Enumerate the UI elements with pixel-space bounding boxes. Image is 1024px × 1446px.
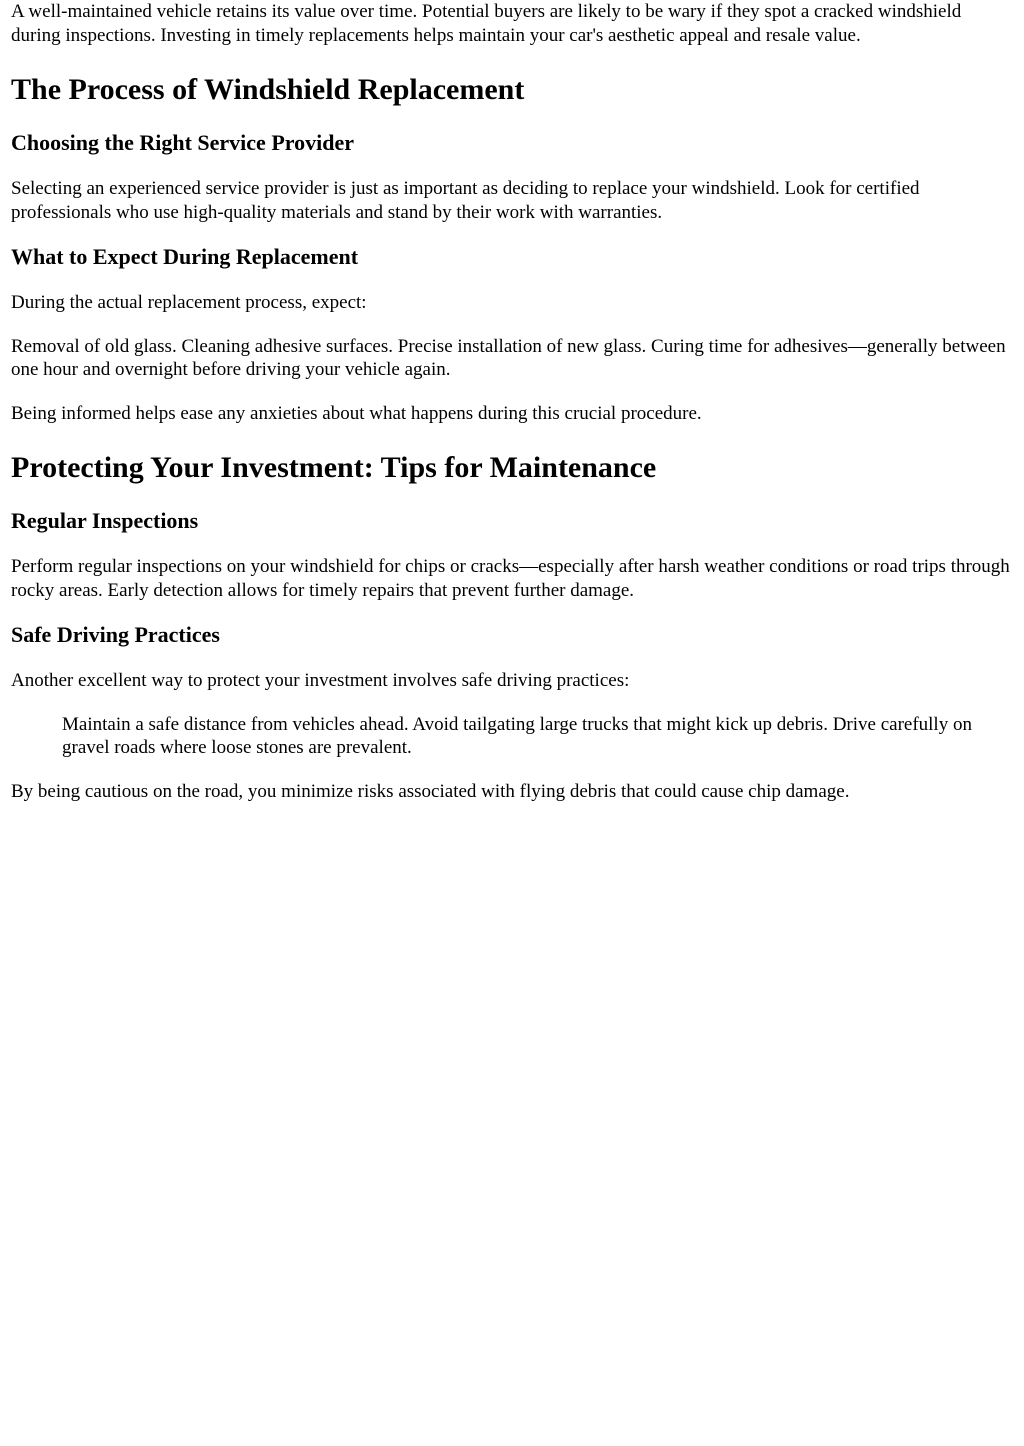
driving-intro-paragraph: Another excellent way to protect your investment involves safe driving practices: <box>11 670 630 691</box>
expect-heading: What to Expect During Replacement <box>11 244 359 269</box>
provider-paragraph: Selecting an experienced service provider is just as important as deciding to replace your windshield. Look for certified professionals who use high-quality materials and stand by their work with warranties. <box>11 178 920 223</box>
driving-closing-paragraph: By being cautious on the road, you minimize risks associated with flying debris that could cause chip damage. <box>11 780 850 802</box>
driving-tips-blockquote <box>62 713 1014 760</box>
maintenance-section <box>11 451 1014 803</box>
process-heading: The Process of Windshield Replacement <box>11 73 525 106</box>
expect-intro-paragraph: During the actual replacement process, expect: <box>11 292 367 313</box>
inspections-heading: Regular Inspections <box>11 508 199 533</box>
driving-tips-paragraph: Maintain a safe distance from vehicles ahead. Avoid tailgating large trucks that might kick up debris. Drive carefully on gravel roads where loose stones are prevalent. <box>62 713 972 758</box>
expect-steps-paragraph: Removal of old glass. Cleaning adhesive surfaces. Precise installation of new glass. Curing time for adhesives—generally between one hour and overnight before driving your vehicle again. <box>11 335 1006 380</box>
provider-heading: Choosing the Right Service Provider <box>11 130 355 155</box>
maintenance-heading: Protecting Your Investment: Tips for Maintenance <box>11 451 657 484</box>
inspections-paragraph: Perform regular inspections on your windshield for chips or cracks—especially after harsh weather conditions or road trips through rocky areas. Early detection allows for timely repairs that prevent further damage. <box>11 556 1010 601</box>
intro-paragraph: A well-maintained vehicle retains its value over time. Potential buyers are likely to be wary if they spot a cracked windshield during inspections. Investing in timely replacements helps maintain your car's aesthetic appeal and resale value. <box>11 1 962 46</box>
expect-closing-paragraph: Being informed helps ease any anxieties about what happens during this crucial procedure. <box>11 402 702 424</box>
process-section <box>11 73 1014 425</box>
driving-heading: Safe Driving Practices <box>11 622 220 647</box>
